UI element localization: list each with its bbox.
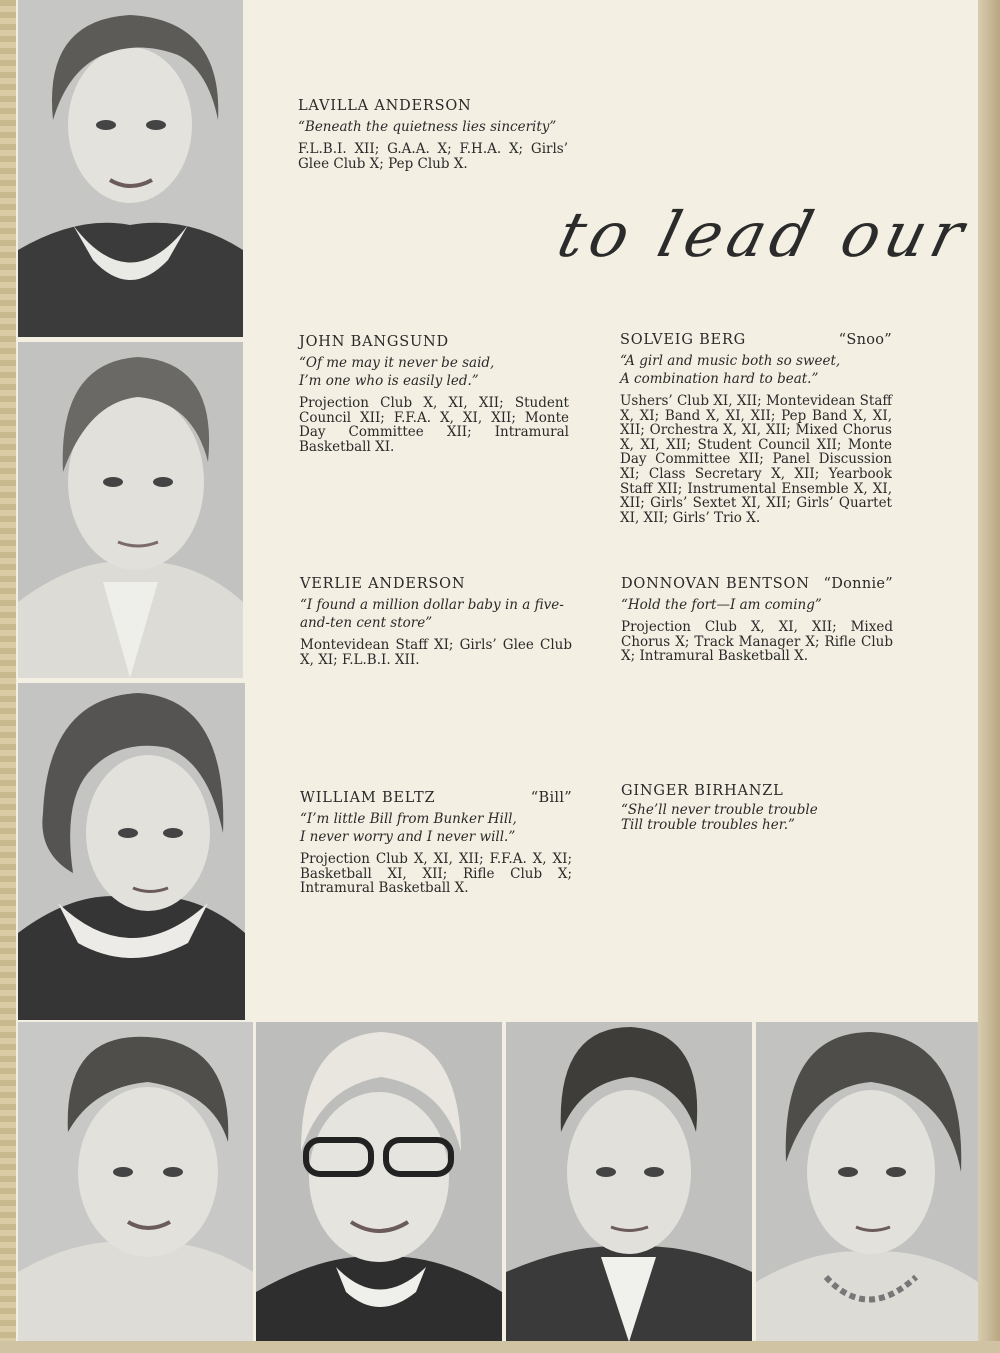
portrait-bottom-row-2 <box>256 1022 502 1342</box>
portrait-bottom-row-3 <box>506 1022 752 1342</box>
student-quote: “I found a million dollar baby in a five- and-ten cent store” <box>300 597 564 631</box>
student-activities: F.L.B.I. XII; G.A.A. X; F.H.A. X; Girls’ Glee Club X; Pep Club X. <box>298 141 568 172</box>
portrait-lavilla-anderson <box>18 0 243 337</box>
entry-william-beltz <box>300 790 572 896</box>
student-activities: Projection Club X, XI, XII; Student Council XII; F.F.A. X, XI, XII; Monte Day Committee XII; Intramural Basketball XI. <box>299 395 569 455</box>
portrait-verlie-anderson <box>18 683 245 1020</box>
entry-lavilla-anderson <box>298 98 568 171</box>
student-quote: “She’ll never trouble trouble Till trouble troubles her.” <box>621 802 818 833</box>
student-quote: “A girl and music both so sweet, A combination hard to beat.” <box>620 353 841 387</box>
portrait-william-beltz <box>18 1022 253 1342</box>
page-bottom-edge <box>0 1341 1000 1353</box>
student-quote: “Of me may it never be said, I’m one who is easily led.” <box>299 355 495 389</box>
student-name: WILLIAM BELTZ “Bill” <box>300 790 572 806</box>
script-banner: to lead our <box>550 198 977 271</box>
student-activities: Ushers’ Club XI, XII; Montevidean Staff X, XI; Band X, XI, XII; Pep Band X, XI, XII; Orchestra X, XI, XII; Mixed Chorus X, XI, XII; Student Council XII; Monte Day Committee XII; Panel Discussion XI; Class Secretary X, XII; Yearbook Staff XII; Instrumental Ensemble X, XI, XII; Girls’ Sextet XI, XII; Girls’ Quartet XI, XII; Girls’ Trio X. <box>620 393 892 526</box>
entry-john-bangsund <box>299 334 569 454</box>
student-name: DONNOVAN BENTSON “Donnie” <box>621 576 893 592</box>
student-name: GINGER BIRHANZL <box>621 783 784 799</box>
portrait-john-bangsund <box>18 342 243 678</box>
student-name: JOHN BANGSUND <box>299 334 449 350</box>
entry-ginger-birhanzl <box>621 783 893 839</box>
page-binding <box>0 0 16 1353</box>
student-quote: “Hold the fort—I am coming” <box>621 597 822 613</box>
portrait-bottom-row-4 <box>756 1022 978 1342</box>
student-name: LAVILLA ANDERSON <box>298 98 472 114</box>
student-quote: “I’m little Bill from Bunker Hill, I never worry and I never will.” <box>300 811 517 845</box>
student-nickname: “Donnie” <box>823 576 893 592</box>
entry-solveig-berg <box>620 332 892 525</box>
student-name: VERLIE ANDERSON <box>300 576 466 592</box>
student-activities: Projection Club X, XI, XII; F.F.A. X, XI; Basketball XI, XII; Rifle Club X; Intramural Basketball X. <box>300 851 572 897</box>
entry-verlie-anderson <box>300 576 572 667</box>
student-activities: Projection Club X, XI, XII; Mixed Chorus X; Track Manager X; Rifle Club X; Intramural Basketball X. <box>621 619 893 665</box>
student-name: SOLVEIG BERG “Snoo” <box>620 332 892 348</box>
entry-donnovan-bentson <box>621 576 893 664</box>
student-quote: “Beneath the quietness lies sincerity” <box>298 119 557 135</box>
student-nickname: “Snoo” <box>838 332 892 348</box>
page-edge <box>978 0 1000 1353</box>
student-nickname: “Bill” <box>530 790 572 806</box>
student-activities: Montevidean Staff XI; Girls’ Glee Club X, XI; F.L.B.I. XII. <box>300 637 572 668</box>
